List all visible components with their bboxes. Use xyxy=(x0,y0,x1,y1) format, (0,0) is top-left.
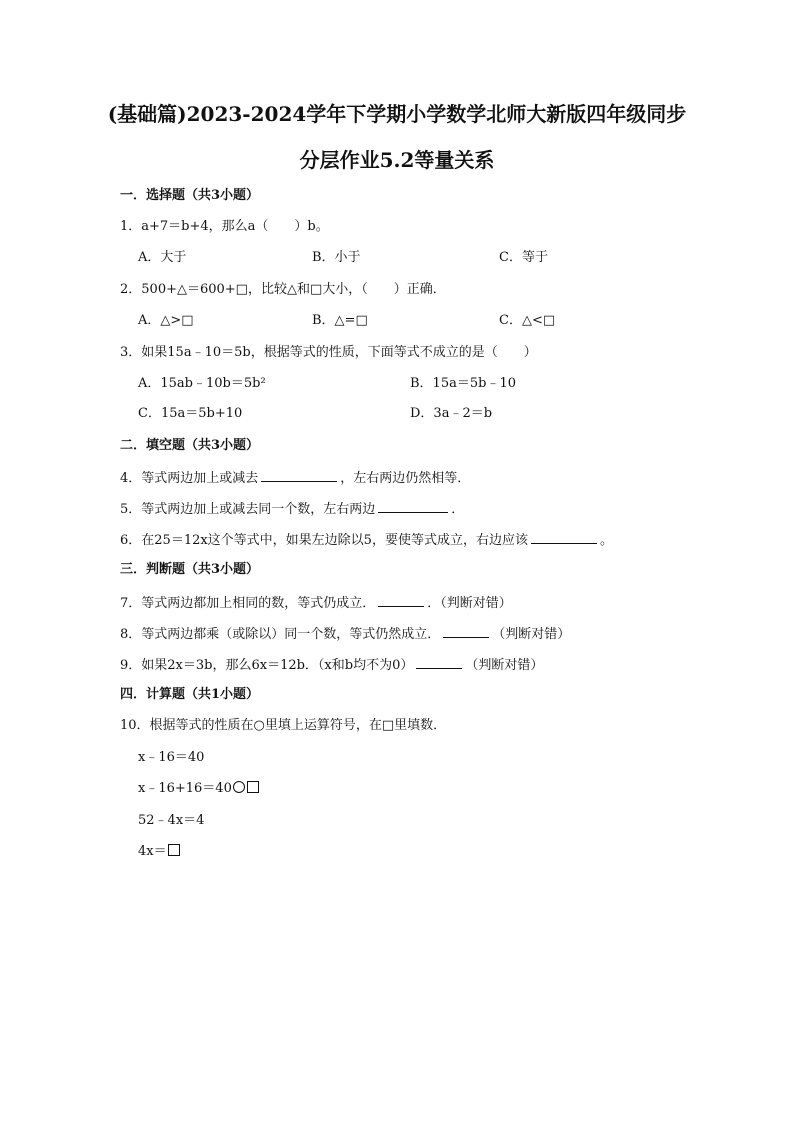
question-3-option-c: C．15a＝5b+10 xyxy=(138,406,243,421)
question-8 xyxy=(120,624,570,644)
question-4-text-after: ，左右两边仍然相等． xyxy=(340,471,471,486)
question-3-option-a: A．15ab﹣10b＝5b² xyxy=(138,376,266,391)
question-4 xyxy=(120,468,470,488)
document-title-line2: 分层作业5.2等量关系 xyxy=(299,148,495,172)
question-10-step-1: x﹣16＝40 xyxy=(138,750,205,765)
question-9 xyxy=(120,655,543,675)
answer-blank[interactable] xyxy=(531,530,597,544)
question-7-text-before: 7．等式两边都加上相同的数，等式仍成立． xyxy=(120,596,376,611)
question-10-step-4 xyxy=(138,843,181,861)
question-2-option-c: C．△<□ xyxy=(499,313,556,328)
answer-blank[interactable] xyxy=(378,499,448,513)
question-8-text-after: （判断对错） xyxy=(492,627,571,642)
question-5 xyxy=(120,499,464,519)
question-4-text-before: 4．等式两边加上或减去 xyxy=(120,471,259,486)
question-6 xyxy=(120,530,613,550)
question-7 xyxy=(120,593,512,613)
question-3-option-d: D．3a﹣2＝b xyxy=(410,406,493,421)
question-2-option-a: A．△>□ xyxy=(138,313,194,328)
question-3-option-b: B．15a＝5b﹣10 xyxy=(410,376,516,391)
question-1-option-b: B．小于 xyxy=(312,250,361,265)
question-6-text-after: 。 xyxy=(599,533,613,548)
section-heading-judge: 三．判断题（共3小题） xyxy=(120,562,260,577)
question-1-stem: 1．a+7＝b+4，那么a（ ）b。 xyxy=(120,219,329,234)
question-10-step-3: 52﹣4x＝4 xyxy=(138,813,205,828)
section-heading-choice: 一．选择题（共3小题） xyxy=(120,188,260,203)
section-heading-calc: 四．计算题（共1小题） xyxy=(120,687,260,702)
answer-blank[interactable] xyxy=(416,655,462,669)
answer-blank[interactable] xyxy=(378,593,424,607)
question-2-option-b: B．△=□ xyxy=(312,313,368,328)
question-1-option-c: C．等于 xyxy=(499,250,548,265)
question-9-text-after: （判断对错） xyxy=(465,658,544,673)
question-10-stem: 10．根据等式的性质在○里填上运算符号，在□里填数． xyxy=(120,718,447,733)
answer-blank[interactable] xyxy=(261,468,337,482)
question-7-text-after: ．（判断对错） xyxy=(427,596,512,611)
section-heading-fill: 二．填空题（共3小题） xyxy=(120,438,260,453)
number-square-blank[interactable] xyxy=(247,781,259,793)
question-10-step-2 xyxy=(138,780,260,798)
question-5-text-before: 5．等式两边加上或减去同一个数，左右两边 xyxy=(120,502,376,517)
question-6-text-before: 6．在25＝12x这个等式中，如果左边除以5，要使等式成立，右边应该 xyxy=(120,533,528,548)
question-3-stem: 3．如果15a﹣10＝5b，根据等式的性质，下面等式不成立的是（ ） xyxy=(120,345,537,360)
document-title-line1: (基础篇)2023-2024学年下学期小学数学北师大新版四年级同步 xyxy=(107,102,687,126)
question-10-step-4-text: 4x＝ xyxy=(138,844,167,859)
question-10-step-2-text: x﹣16+16＝40 xyxy=(138,781,232,796)
question-5-text-after: ． xyxy=(451,502,465,517)
number-square-blank[interactable] xyxy=(168,844,180,856)
question-2-stem: 2．500+△＝600+□，比较△和□大小，（ ）正确． xyxy=(120,282,446,297)
question-1-option-a: A．大于 xyxy=(138,250,187,265)
question-9-text-before: 9．如果2x＝3b，那么6x＝12b．（x和b均不为0） xyxy=(120,658,414,673)
answer-blank[interactable] xyxy=(443,624,489,638)
operator-circle-blank[interactable] xyxy=(233,781,245,793)
question-8-text-before: 8．等式两边都乘（或除以）同一个数，等式仍然成立． xyxy=(120,627,441,642)
